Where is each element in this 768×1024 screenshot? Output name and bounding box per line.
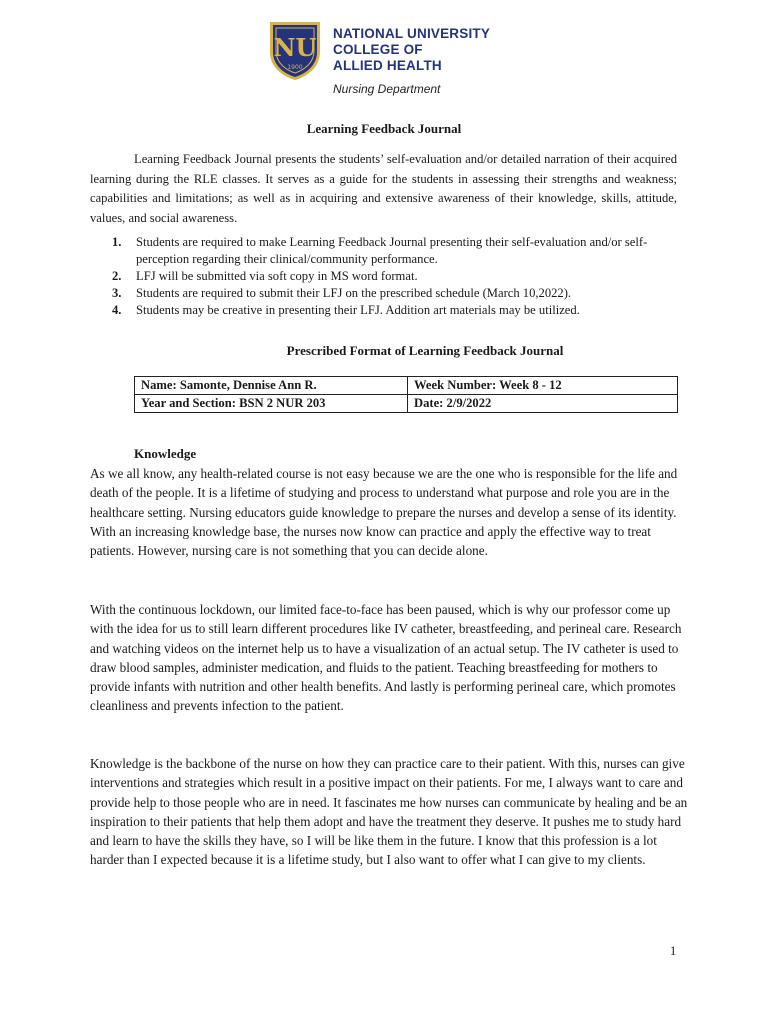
intro-paragraph: Learning Feedback Journal presents the students’ self-evaluation and/or detailed narration of their acquired learning during the RLE classes. It serves as a guide for the students in assessing their strengths and weakness; capabilities and limitations; as well as in acquiring and extensive awareness of their knowledge, skills, attitude, values, and social awareness. [90,152,677,225]
table-row [135,377,678,395]
list-text: Students are required to submit their LFJ on the prescribed schedule (March 10,2022). [136,286,572,300]
rules-list [90,234,690,319]
university-line: NATIONAL UNIVERSITY [333,26,491,41]
list-text: Students are required to make Learning Feedback Journal presenting their self-evaluation and/or self-perception regarding their clinical/community performance. [136,235,648,266]
list-text: Students may be creative in presenting their LFJ. Addition art materials may be utilized. [136,303,580,317]
list-item [90,285,690,302]
body-paragraph: As we all know, any health-related course is not easy because we are the one who is responsible for the life and death of the people. It is a lifetime of studying and process to understand what purpose and role you are in the healthcare setting. Nursing educators guide knowledge to prepare the nurses and develop a sense of its identity. With an increasing knowledge base, the nurses now know can practice and apply the effective way to treat patients. However, nursing care is not something that you can decide alone. [90,466,678,559]
list-text: LFJ will be submitted via soft copy in MS word format. [136,269,418,283]
section-heading: Knowledge [134,446,197,461]
year-section-cell: Year and Section: BSN 2 NUR 203 [135,395,408,413]
university-line: ALLIED HEALTH [333,58,442,73]
date-cell: Date: 2/9/2022 [408,395,678,413]
list-number: 4. [112,303,122,317]
department-name: Nursing Department [333,82,441,96]
body-paragraph: With the continuous lockdown, our limited face-to-face has been paused, which is why our professor come up with the idea for us to still learn different procedures like IV catheter, breastfeeding, and perineal care. Research and watching videos on the internet help us to have a visualization of an actual setup. The IV catheter is used to draw blood samples, administer medication, and fluids to the patient. Teaching breastfeeding for mothers to provide infants with nutrition and other health benefits. And lastly is performing perineal care, which promotes cleanliness and prevents infection to the patient. [90,602,682,714]
svg-text:NU: NU [273,33,317,62]
week-number-cell: Week Number: Week 8 - 12 [408,377,678,395]
list-item [90,302,690,319]
list-number: 2. [112,269,122,283]
body-paragraph: Knowledge is the backbone of the nurse on how they can practice care to their patient. With this, nurses can give interventions and strategies which result in a positive impact on their patients. For me, I always want to care and provide help to those people who are in need. It fascinates me how nurses can communicate by healing and be an inspiration to their patients that help them adopt and have the treatment they deserve. It pushes me to study hard and learn to have the skills they have, so I will be like them in the future. I know that this profession is a lot harder than I expected because it is a lifetime study, but I also want to offer what I can give to my clients. [90,756,688,868]
list-item [90,234,690,268]
list-number: 1. [112,235,122,249]
list-number: 3. [112,286,122,300]
student-name-cell: Name: Samonte, Dennise Ann R. [135,377,408,395]
format-title: Prescribed Format of Learning Feedback Journal [286,343,564,358]
university-seal-logo [266,18,324,82]
table-row [135,395,678,413]
page-number: 1 [670,944,677,958]
student-info-table [134,376,678,413]
document-title: Learning Feedback Journal [306,121,462,136]
list-item [90,268,690,285]
university-line: COLLEGE OF [333,42,423,57]
svg-text:1900: 1900 [287,64,303,71]
university-name [333,26,490,74]
